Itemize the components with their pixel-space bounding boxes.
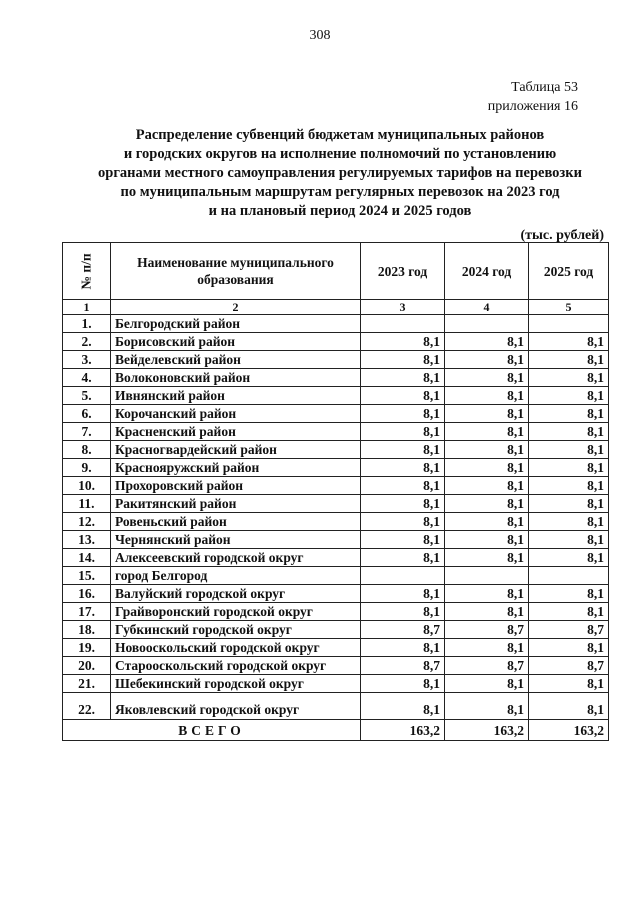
- value-2023: 8,1: [361, 495, 445, 513]
- table-row: [63, 693, 609, 720]
- header-name: Наименование муниципального образования: [111, 243, 361, 300]
- value-2023: 8,1: [361, 675, 445, 693]
- table-row: [63, 405, 609, 423]
- value-2025: 8,1: [529, 495, 609, 513]
- table-row: [63, 675, 609, 693]
- row-name: Белгородский район: [111, 315, 361, 333]
- value-2023: 8,1: [361, 585, 445, 603]
- table-row: [63, 531, 609, 549]
- value-2024: 8,1: [445, 675, 529, 693]
- value-2023: 8,7: [361, 657, 445, 675]
- row-number: 8.: [63, 441, 111, 459]
- value-2024: 8,1: [445, 693, 529, 720]
- row-name: Грайворонский городской округ: [111, 603, 361, 621]
- row-name: Борисовский район: [111, 333, 361, 351]
- value-2025: 8,1: [529, 531, 609, 549]
- value-2023: 8,1: [361, 405, 445, 423]
- row-number: 7.: [63, 423, 111, 441]
- value-2023: 8,1: [361, 387, 445, 405]
- row-number: 21.: [63, 675, 111, 693]
- value-2025: 8,1: [529, 603, 609, 621]
- title-line: органами местного самоуправления регулируемых тарифов на перевозки: [98, 165, 582, 181]
- value-2023: 8,1: [361, 333, 445, 351]
- value-2025: 8,1: [529, 423, 609, 441]
- value-2024: 8,1: [445, 531, 529, 549]
- table-reference: [488, 78, 578, 116]
- row-number: 19.: [63, 639, 111, 657]
- table-ref-line1: Таблица 53: [511, 80, 578, 95]
- table-row: [63, 459, 609, 477]
- row-name: Валуйский городской округ: [111, 585, 361, 603]
- row-number: 2.: [63, 333, 111, 351]
- value-2025: 8,1: [529, 369, 609, 387]
- value-2025: 8,1: [529, 351, 609, 369]
- index-cell: 3: [361, 300, 445, 315]
- table-row: [63, 441, 609, 459]
- header-2023: 2023 год: [361, 243, 445, 300]
- total-2025: 163,2: [529, 720, 609, 741]
- row-number: 9.: [63, 459, 111, 477]
- row-name: Ракитянский район: [111, 495, 361, 513]
- value-2024: 8,1: [445, 495, 529, 513]
- row-number: 5.: [63, 387, 111, 405]
- header-2024: 2024 год: [445, 243, 529, 300]
- row-name: Красногвардейский район: [111, 441, 361, 459]
- value-2024: 8,1: [445, 585, 529, 603]
- value-2024: 8,1: [445, 387, 529, 405]
- value-2025: 8,1: [529, 387, 609, 405]
- table-row: [63, 621, 609, 639]
- value-2025: 8,1: [529, 585, 609, 603]
- table-row: [63, 387, 609, 405]
- value-2024: 8,1: [445, 639, 529, 657]
- row-name: Прохоровский район: [111, 477, 361, 495]
- row-name: Корочанский район: [111, 405, 361, 423]
- value-2023: 8,1: [361, 477, 445, 495]
- value-2023: 8,7: [361, 621, 445, 639]
- page-number: 308: [309, 28, 331, 43]
- table-row: [63, 351, 609, 369]
- row-name: Ивнянский район: [111, 387, 361, 405]
- value-2023: 8,1: [361, 531, 445, 549]
- value-2024: 8,7: [445, 621, 529, 639]
- value-2024: [445, 315, 529, 333]
- row-name: город Белгород: [111, 567, 361, 585]
- table-row: [63, 603, 609, 621]
- value-2023: 8,1: [361, 369, 445, 387]
- table-row: [63, 423, 609, 441]
- value-2025: 8,1: [529, 333, 609, 351]
- row-number: 17.: [63, 603, 111, 621]
- table-row: [63, 639, 609, 657]
- row-number: 15.: [63, 567, 111, 585]
- table-row: [63, 585, 609, 603]
- subvention-table: [62, 242, 609, 741]
- row-number: 3.: [63, 351, 111, 369]
- value-2023: 8,1: [361, 639, 445, 657]
- row-name: Шебекинский городской округ: [111, 675, 361, 693]
- header-number: [63, 243, 111, 300]
- value-2024: 8,1: [445, 441, 529, 459]
- row-number: 16.: [63, 585, 111, 603]
- row-name: Краснояружский район: [111, 459, 361, 477]
- value-2025: [529, 315, 609, 333]
- table-row: [63, 513, 609, 531]
- title-line: Распределение субвенций бюджетам муниципальных районов: [135, 127, 545, 143]
- row-number: 4.: [63, 369, 111, 387]
- row-number: 1.: [63, 315, 111, 333]
- total-label: ВСЕГО: [63, 720, 361, 741]
- table-row: [63, 495, 609, 513]
- row-number: 11.: [63, 495, 111, 513]
- value-2023: 8,1: [361, 459, 445, 477]
- value-2025: 8,1: [529, 441, 609, 459]
- total-2023: 163,2: [361, 720, 445, 741]
- value-2025: 8,1: [529, 675, 609, 693]
- row-name: Красненский район: [111, 423, 361, 441]
- value-2024: [445, 567, 529, 585]
- index-cell: 5: [529, 300, 609, 315]
- header-number-label: № п/п: [79, 252, 94, 290]
- title-line: по муниципальным маршрутам регулярных перевозок на 2023 год: [120, 184, 560, 200]
- row-name: Ровеньский район: [111, 513, 361, 531]
- row-number: 18.: [63, 621, 111, 639]
- value-2025: 8,1: [529, 693, 609, 720]
- row-name: Чернянский район: [111, 531, 361, 549]
- value-2025: 8,1: [529, 549, 609, 567]
- value-2025: 8,7: [529, 621, 609, 639]
- table-row: [63, 315, 609, 333]
- title-line: и городских округов на исполнение полномочий по установлению: [123, 146, 557, 162]
- value-2024: 8,1: [445, 549, 529, 567]
- value-2024: 8,1: [445, 333, 529, 351]
- index-cell: 2: [111, 300, 361, 315]
- table-row: [63, 333, 609, 351]
- row-number: 12.: [63, 513, 111, 531]
- value-2024: 8,1: [445, 603, 529, 621]
- row-number: 13.: [63, 531, 111, 549]
- value-2025: 8,1: [529, 513, 609, 531]
- table-row: [63, 477, 609, 495]
- table-ref-line2: приложения 16: [487, 99, 578, 114]
- table-row: [63, 549, 609, 567]
- value-2023: 8,1: [361, 693, 445, 720]
- row-number: 20.: [63, 657, 111, 675]
- value-2023: [361, 567, 445, 585]
- row-name: Губкинский городской округ: [111, 621, 361, 639]
- value-2023: 8,1: [361, 513, 445, 531]
- row-name: Старооскольский городской округ: [111, 657, 361, 675]
- value-2025: 8,1: [529, 477, 609, 495]
- value-2023: 8,1: [361, 351, 445, 369]
- value-2024: 8,1: [445, 423, 529, 441]
- row-name: Алексеевский городской округ: [111, 549, 361, 567]
- table-row: [63, 567, 609, 585]
- value-2023: 8,1: [361, 423, 445, 441]
- row-number: 6.: [63, 405, 111, 423]
- row-name: Вейделевский район: [111, 351, 361, 369]
- value-2024: 8,1: [445, 351, 529, 369]
- value-2023: 8,1: [361, 549, 445, 567]
- value-2023: 8,1: [361, 441, 445, 459]
- value-2024: 8,1: [445, 369, 529, 387]
- title-line: и на плановый период 2024 и 2025 годов: [208, 203, 472, 219]
- total-2024: 163,2: [445, 720, 529, 741]
- row-name: Яковлевский городской округ: [111, 693, 361, 720]
- document-title: [60, 126, 620, 221]
- value-2024: 8,7: [445, 657, 529, 675]
- value-2023: 8,1: [361, 603, 445, 621]
- table-row: [63, 369, 609, 387]
- index-cell: 1: [63, 300, 111, 315]
- value-2025: 8,7: [529, 657, 609, 675]
- table-row: [63, 657, 609, 675]
- row-number: 10.: [63, 477, 111, 495]
- index-cell: 4: [445, 300, 529, 315]
- value-2024: 8,1: [445, 477, 529, 495]
- total-row: [63, 720, 609, 741]
- row-number: 22.: [63, 693, 111, 720]
- index-row: [63, 300, 609, 315]
- units-label: (тыс. рублей): [520, 228, 604, 243]
- row-name: Новооскольский городской округ: [111, 639, 361, 657]
- value-2024: 8,1: [445, 513, 529, 531]
- value-2025: 8,1: [529, 405, 609, 423]
- value-2024: 8,1: [445, 405, 529, 423]
- value-2025: 8,1: [529, 459, 609, 477]
- row-number: 14.: [63, 549, 111, 567]
- value-2023: [361, 315, 445, 333]
- value-2025: 8,1: [529, 639, 609, 657]
- value-2024: 8,1: [445, 459, 529, 477]
- value-2025: [529, 567, 609, 585]
- header-2025: 2025 год: [529, 243, 609, 300]
- row-name: Волоконовский район: [111, 369, 361, 387]
- header-row: [63, 243, 609, 300]
